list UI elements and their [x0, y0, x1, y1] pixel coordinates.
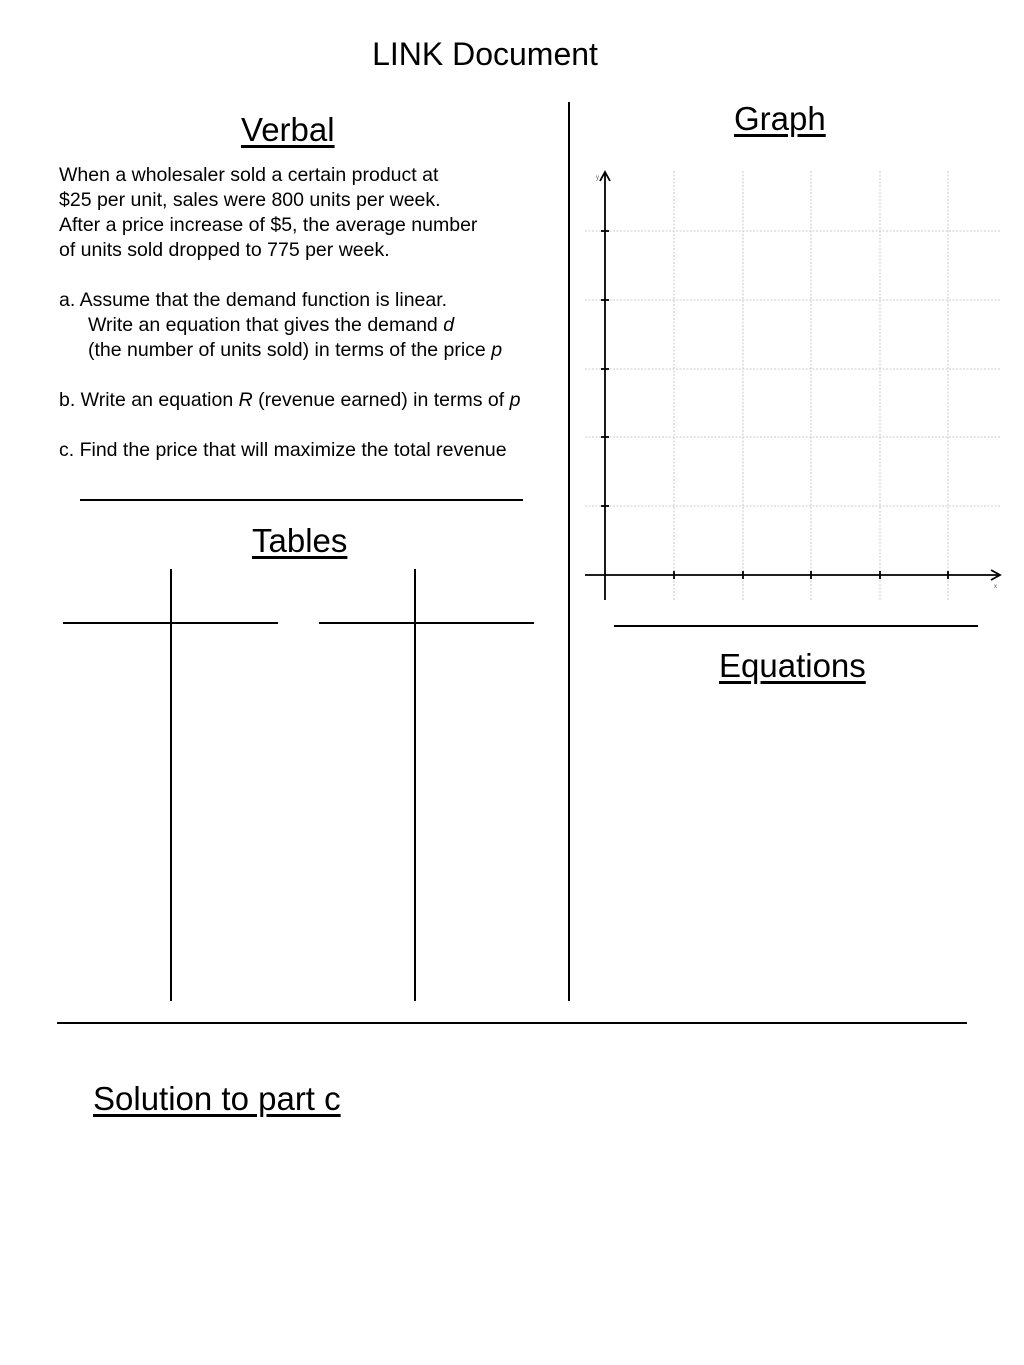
part-b-line: b. Write an equation R (revenue earned) in terms of p	[59, 389, 521, 411]
verbal-heading: Verbal	[241, 111, 335, 148]
part-a-line2: Write an equation that gives the demand d	[88, 314, 455, 336]
table-right-header-line	[319, 622, 534, 624]
problem-text	[59, 163, 569, 463]
tick-marks	[601, 231, 948, 579]
intro-line: When a wholesaler sold a certain product at	[59, 164, 439, 186]
table-left-center-line	[170, 569, 172, 1001]
coordinate-grid	[580, 165, 1010, 610]
solution-divider	[57, 1022, 967, 1024]
part-c-line: c. Find the price that will maximize the total revenue	[59, 439, 507, 461]
graph-divider	[614, 625, 978, 627]
solution-heading: Solution to part c	[93, 1080, 341, 1117]
part-a-line1: a. Assume that the demand function is linear.	[59, 289, 448, 311]
center-divider	[568, 102, 570, 1001]
intro-line: $25 per unit, sales were 800 units per week.	[59, 189, 441, 211]
graph-heading: Graph	[734, 100, 826, 137]
y-axis-label: y	[596, 175, 599, 181]
intro-line: of units sold dropped to 775 per week.	[59, 239, 390, 261]
equations-heading: Equations	[719, 647, 866, 684]
x-axis-label: x	[994, 584, 997, 590]
tables-heading: Tables	[252, 522, 348, 559]
table-right-center-line	[414, 569, 416, 1001]
part-a-line3: (the number of units sold) in terms of the price p	[88, 339, 503, 361]
grid-lines	[585, 171, 1000, 600]
document-title: LINK Document	[372, 36, 598, 72]
verbal-divider	[80, 499, 523, 501]
intro-line: After a price increase of $5, the average number	[59, 214, 478, 236]
axes	[585, 172, 1000, 600]
